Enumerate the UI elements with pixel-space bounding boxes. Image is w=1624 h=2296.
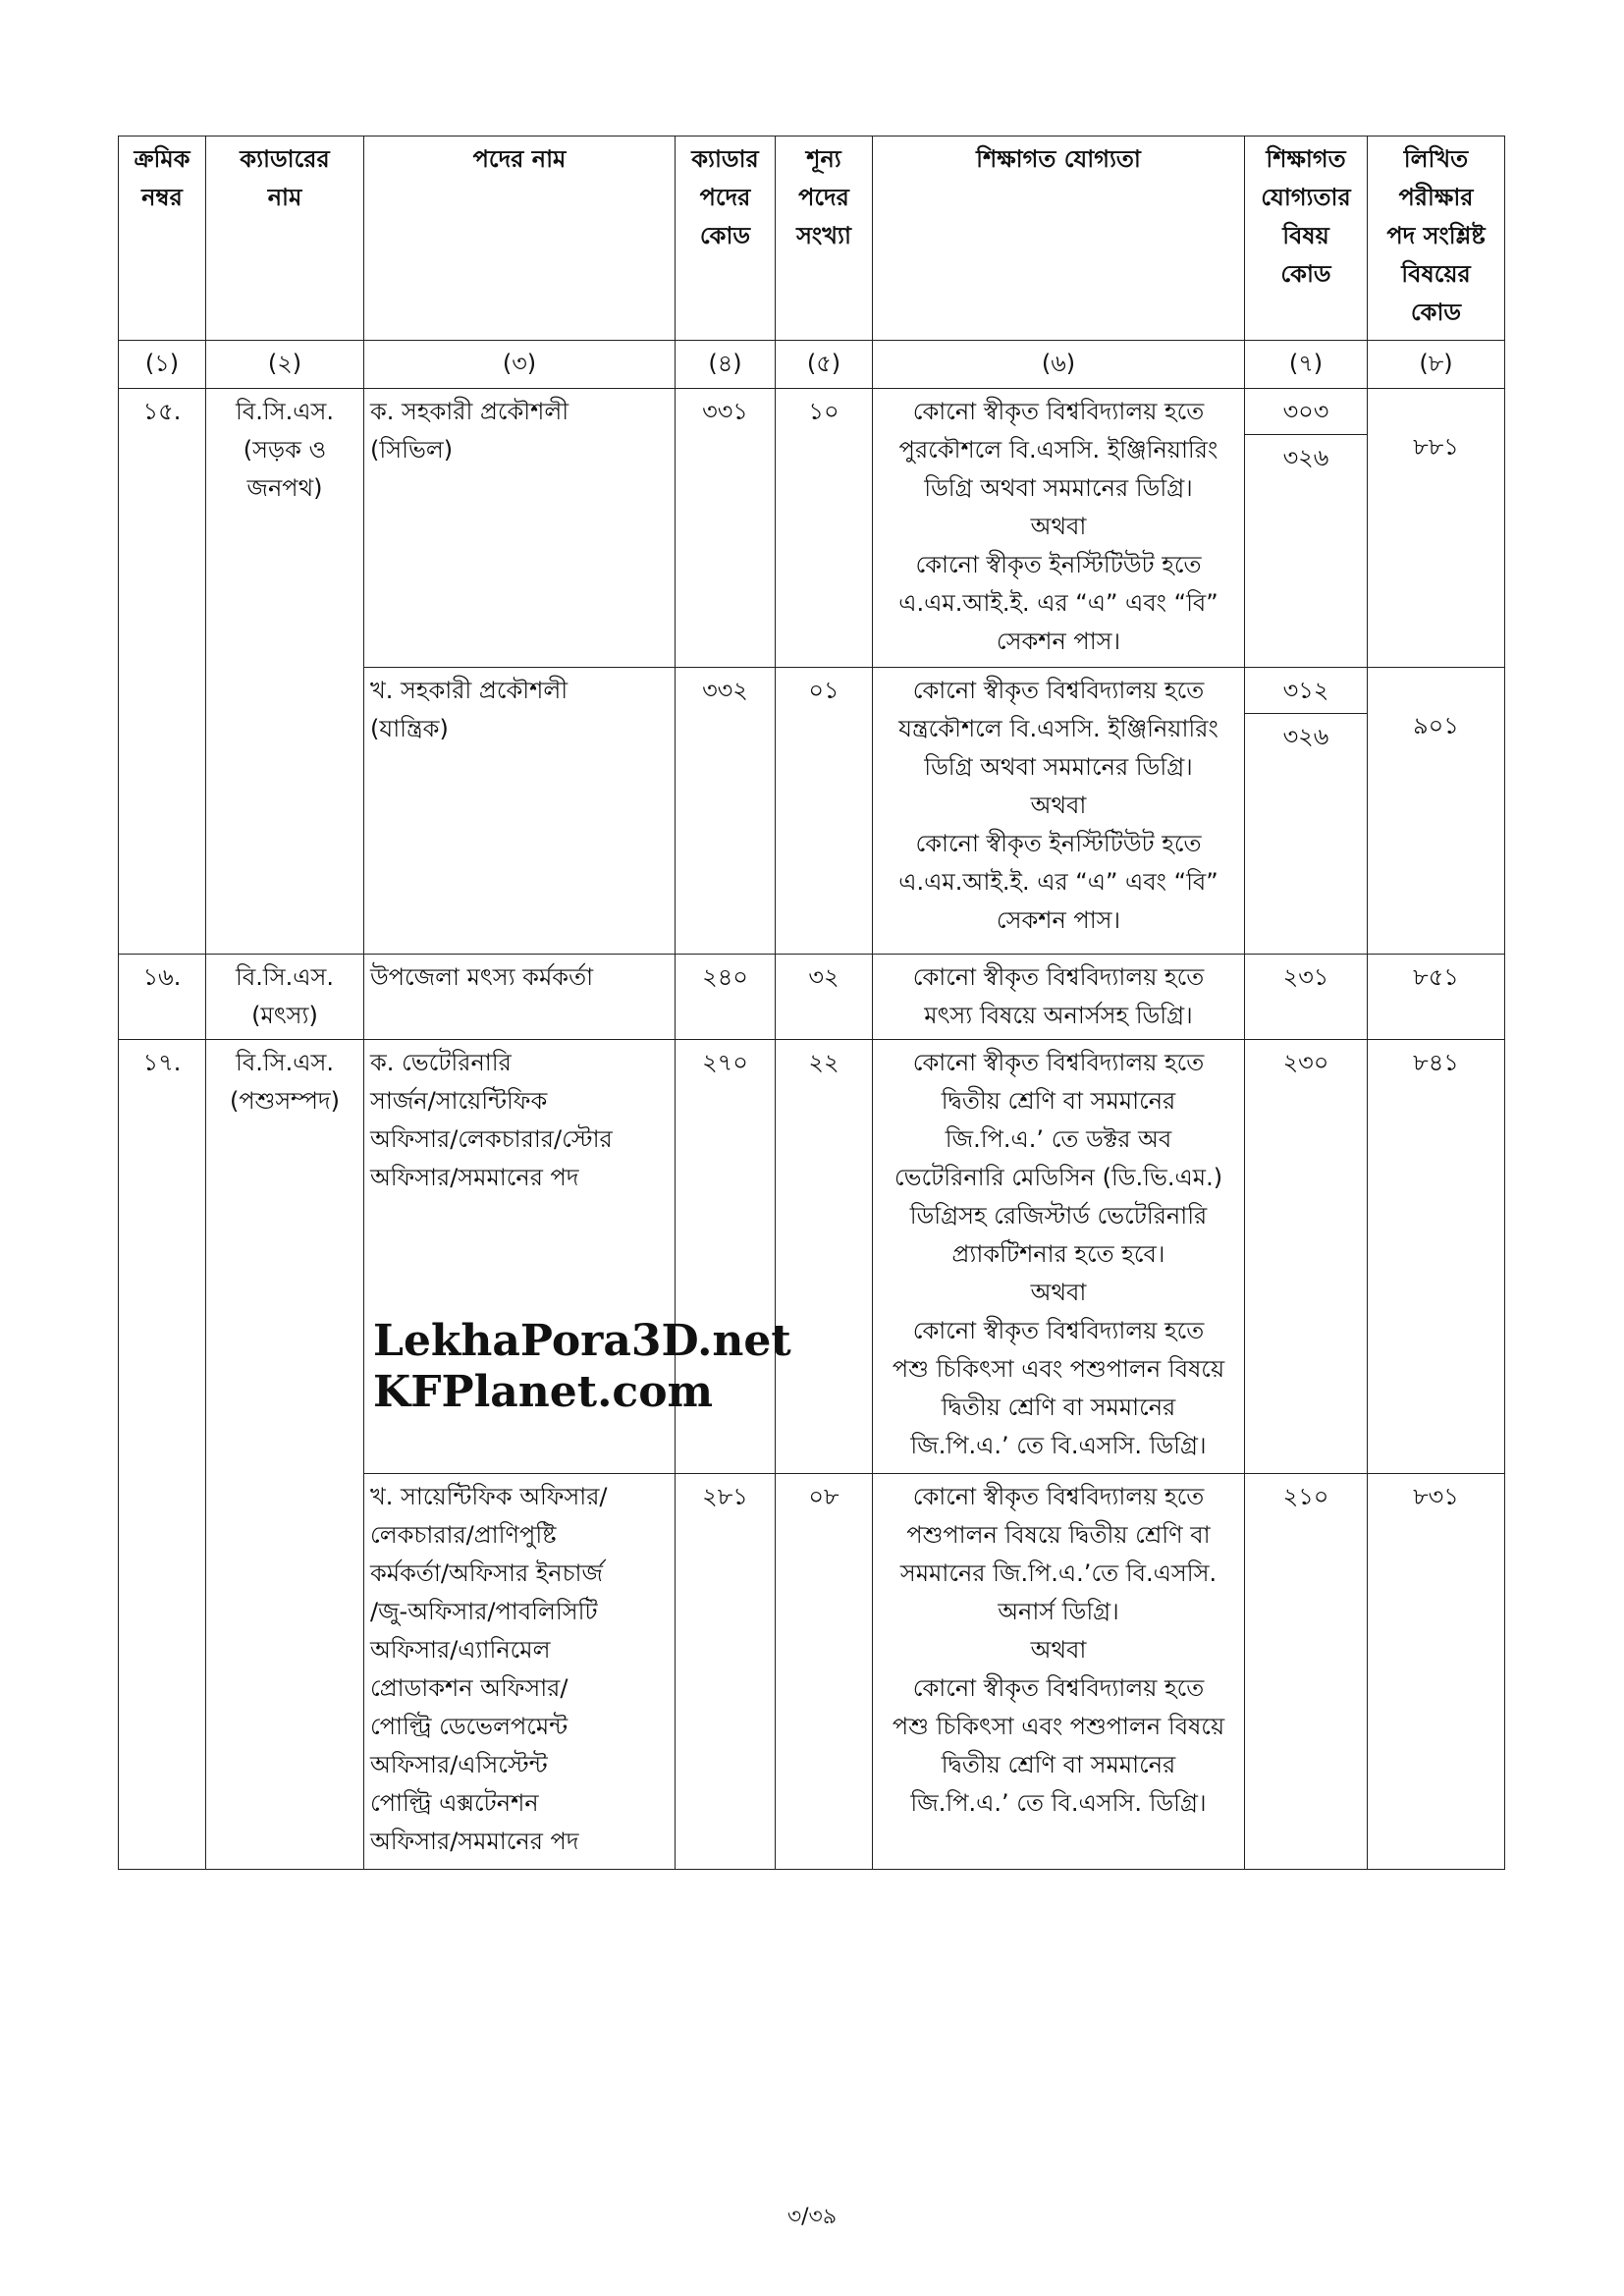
serial: ১৭. bbox=[119, 1040, 206, 1870]
post-name: ক. ভেটেরিনারি সার্জন/সায়েন্টিফিক অফিসার/লেকচারার/স্টোর অফিসার/সমমানের পদ bbox=[364, 1040, 676, 1474]
subject-code: ২৩০ bbox=[1245, 1040, 1368, 1474]
post-code: ২৭০ bbox=[676, 1040, 776, 1474]
column-number-row bbox=[119, 341, 1505, 389]
table-row bbox=[119, 1040, 1505, 1474]
post-name: উপজেলা মৎস্য কর্মকর্তা bbox=[364, 955, 676, 1040]
qualification: কোনো স্বীকৃত বিশ্ববিদ্যালয় হতে যন্ত্রকৌশলে বি.এসসি. ইঞ্জিনিয়ারিং ডিগ্রি অথবা সমমানের ডিগ্রি। অথবা কোনো স্বীকৃত ইনস্টিটিউট হতে এ.এম.আই.ই. এর “এ” এবং “বি” সেকশন পাস। bbox=[873, 668, 1245, 955]
subject-code: ৩২৬ bbox=[1282, 444, 1329, 471]
post-code: ২৪০ bbox=[676, 955, 776, 1040]
post-name: খ. সায়েন্টিফিক অফিসার/ লেকচারার/প্রাণিপুষ্টি কর্মকর্তা/অফিসার ইনচার্জ /জু-অফিসার/পাবলিসিটি অফিসার/এ্যানিমেল প্রোডাকশন অফিসার/ পোল্ট্রি ডেভেলপমেন্ট অফিসার/এসিস্টেন্ট পোল্ট্রি এক্সটেনশন অফিসার/সমমানের পদ bbox=[364, 1474, 676, 1870]
post-code: ২৮১ bbox=[676, 1474, 776, 1870]
col-num: (৭) bbox=[1245, 341, 1368, 389]
table-row bbox=[119, 955, 1505, 1040]
col-num: (২) bbox=[206, 341, 364, 389]
subject-code: ২৩১ bbox=[1245, 955, 1368, 1040]
subject-code: ৩২৬ bbox=[1282, 723, 1329, 750]
watermark-line: KFPlanet.com bbox=[373, 1367, 714, 1417]
cadre-name: বি.সি.এস. (পশুসম্পদ) bbox=[206, 1040, 364, 1870]
qualification: কোনো স্বীকৃত বিশ্ববিদ্যালয় হতে পুরকৌশলে বি.এসসি. ইঞ্জিনিয়ারিং ডিগ্রি অথবা সমমানের ডিগ্রি। অথবা কোনো স্বীকৃত ইনস্টিটিউট হতে এ.এম.আই.ই. এর “এ” এবং “বি” সেকশন পাস। bbox=[873, 389, 1245, 668]
header-vacancies: শূন্য পদের সংখ্যা bbox=[776, 137, 873, 341]
exam-code: ৮৩১ bbox=[1368, 1474, 1505, 1870]
serial: ১৫. bbox=[119, 389, 206, 955]
header-qualification: শিক্ষাগত যোগ্যতা bbox=[873, 137, 1245, 341]
subject-code: ৩১২ bbox=[1245, 668, 1367, 714]
qualification: কোনো স্বীকৃত বিশ্ববিদ্যালয় হতে দ্বিতীয় শ্রেণি বা সমমানের জি.পি.এ.’ তে ডক্টর অব ভেটেরিনারি মেডিসিন (ডি.ভি.এম.) ডিগ্রিসহ রেজিস্টার্ড ভেটেরিনারি প্র্যাকটিশনার হতে হবে। অথবা কোনো স্বীকৃত বিশ্ববিদ্যালয় হতে পশু চিকিৎসা এবং পশুপালন বিষয়ে দ্বিতীয় শ্রেণি বা সমমানের জি.পি.এ.’ তে বি.এসসি. ডিগ্রি। bbox=[873, 1040, 1245, 1474]
vacancies: ০৮ bbox=[776, 1474, 873, 1870]
header-post: পদের নাম bbox=[364, 137, 676, 341]
col-num: (৬) bbox=[873, 341, 1245, 389]
header-subject-code: শিক্ষাগত যোগ্যতার বিষয় কোড bbox=[1245, 137, 1368, 341]
watermark-line: LekhaPora3D.net bbox=[373, 1316, 791, 1366]
exam-code: ৮৮১ bbox=[1368, 389, 1505, 668]
exam-code: ৮৫১ bbox=[1368, 955, 1505, 1040]
header-post-code: ক্যাডার পদের কোড bbox=[676, 137, 776, 341]
post-name: ক. সহকারী প্রকৌশলী (সিভিল) bbox=[364, 389, 676, 668]
cadre-name: বি.সি.এস. (সড়ক ও জনপথ) bbox=[206, 389, 364, 955]
vacancies: ৩২ bbox=[776, 955, 873, 1040]
serial: ১৬. bbox=[119, 955, 206, 1040]
col-num: (৮) bbox=[1368, 341, 1505, 389]
cadre-posts-table bbox=[118, 136, 1505, 1870]
vacancies: ১০ bbox=[776, 389, 873, 668]
vacancies: ২২ bbox=[776, 1040, 873, 1474]
subject-codes bbox=[1245, 668, 1368, 955]
exam-code: ৮৪১ bbox=[1368, 1040, 1505, 1474]
subject-code: ২১০ bbox=[1245, 1474, 1368, 1870]
exam-code: ৯০১ bbox=[1368, 668, 1505, 955]
page-number: ৩/৩৯ bbox=[786, 2205, 838, 2229]
post-code: ৩৩১ bbox=[676, 389, 776, 668]
col-num: (৩) bbox=[364, 341, 676, 389]
table-row bbox=[119, 389, 1505, 668]
header-row bbox=[119, 137, 1505, 341]
header-exam-code: লিখিত পরীক্ষার পদ সংশ্লিষ্ট বিষয়ের কোড bbox=[1368, 137, 1505, 341]
vacancies: ০১ bbox=[776, 668, 873, 955]
post-name: খ. সহকারী প্রকৌশলী (যান্ত্রিক) bbox=[364, 668, 676, 955]
subject-code: ৩০৩ bbox=[1245, 389, 1367, 435]
header-serial: ক্রমিক নম্বর bbox=[119, 137, 206, 341]
cadre-name: বি.সি.এস. (মৎস্য) bbox=[206, 955, 364, 1040]
header-cadre: ক্যাডারের নাম bbox=[206, 137, 364, 341]
qualification: কোনো স্বীকৃত বিশ্ববিদ্যালয় হতে মৎস্য বিষয়ে অনার্সসহ ডিগ্রি। bbox=[873, 955, 1245, 1040]
col-num: (৪) bbox=[676, 341, 776, 389]
col-num: (১) bbox=[119, 341, 206, 389]
qualification: কোনো স্বীকৃত বিশ্ববিদ্যালয় হতে পশুপালন বিষয়ে দ্বিতীয় শ্রেণি বা সমমানের জি.পি.এ.’তে বি.এসসি. অনার্স ডিগ্রি। অথবা কোনো স্বীকৃত বিশ্ববিদ্যালয় হতে পশু চিকিৎসা এবং পশুপালন বিষয়ে দ্বিতীয় শ্রেণি বা সমমানের জি.পি.এ.’ তে বি.এসসি. ডিগ্রি। bbox=[873, 1474, 1245, 1870]
subject-codes bbox=[1245, 389, 1368, 668]
col-num: (৫) bbox=[776, 341, 873, 389]
post-code: ৩৩২ bbox=[676, 668, 776, 955]
